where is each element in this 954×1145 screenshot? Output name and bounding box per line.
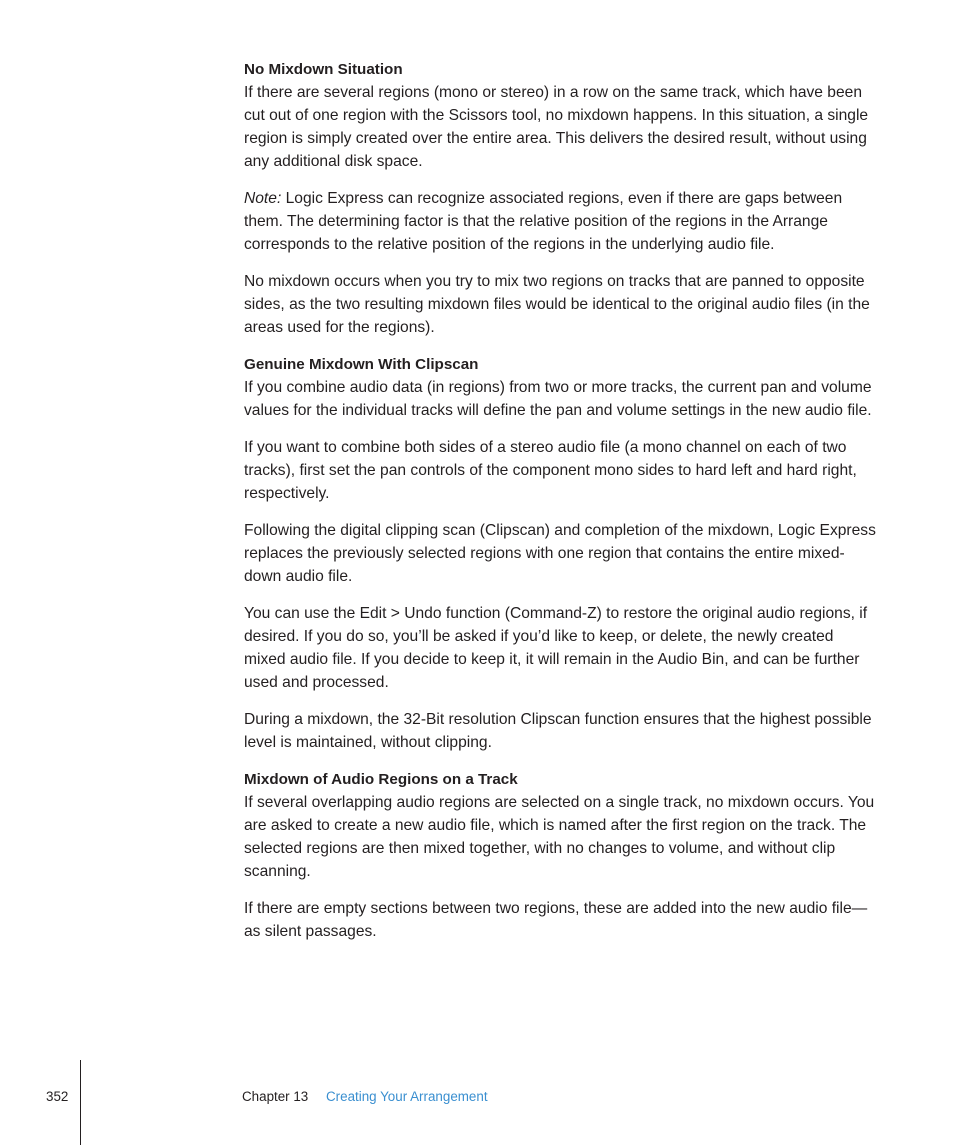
note-label: Note: bbox=[244, 190, 282, 207]
paragraph: If you want to combine both sides of a stereo audio file (a mono channel on each of two tracks), first set the pan controls of the component mono sides to hard left and hard right, respectively. bbox=[244, 439, 857, 502]
paragraph: If there are several regions (mono or stereo) in a row on the same track, which have been cut out of one region with the Scissors tool, no mixdown happens. In this situation, a single region is simply created over the entire area. This delivers the desired result, without using any additional disk space. bbox=[244, 84, 869, 170]
chapter-label: Chapter 13 bbox=[242, 1089, 309, 1104]
page-number: 352 bbox=[46, 1089, 69, 1104]
chapter-title-link[interactable]: Creating Your Arrangement bbox=[326, 1089, 488, 1104]
paragraph: If there are empty sections between two regions, these are added into the new audio file—as silent passages. bbox=[244, 900, 868, 940]
paragraph: If several overlapping audio regions are selected on a single track, no mixdown occurs. You are asked to create a new audio file, which is named after the first region on the track. The selected regions are then mixed together, with no changes to volume, and without clip scanning. bbox=[244, 794, 875, 880]
section-heading-no-mixdown: No Mixdown Situation bbox=[244, 61, 403, 78]
note-paragraph bbox=[244, 187, 876, 256]
paragraph: During a mixdown, the 32-Bit resolution Clipscan function ensures that the highest possible level is maintained, without clipping. bbox=[244, 711, 872, 751]
section-heading-mixdown-on-track: Mixdown of Audio Regions on a Track bbox=[244, 771, 518, 788]
footer-divider bbox=[80, 1060, 81, 1145]
paragraph: Following the digital clipping scan (Clipscan) and completion of the mixdown, Logic Express replaces the previously selected regions with one region that contains the entire mixed-down audio file. bbox=[244, 522, 876, 585]
paragraph: No mixdown occurs when you try to mix two regions on tracks that are panned to opposite sides, as the two resulting mixdown files would be identical to the original audio files (in the areas used for the regions). bbox=[244, 273, 870, 336]
paragraph: If you combine audio data (in regions) from two or more tracks, the current pan and volume values for the individual tracks will define the pan and volume settings in the new audio file. bbox=[244, 379, 872, 419]
page-body bbox=[244, 58, 876, 957]
note-text: Logic Express can recognize associated regions, even if there are gaps between them. The determining factor is that the relative position of the regions in the Arrange corresponds to the relative position of the regions in the underlying audio file. bbox=[244, 190, 843, 253]
page-footer bbox=[0, 1086, 954, 1116]
paragraph: You can use the Edit > Undo function (Command-Z) to restore the original audio regions, if desired. If you do so, you’ll be asked if you’d like to keep, or delete, the newly created mixed audio file. If you decide to keep it, it will remain in the Audio Bin, and can be further used and processed. bbox=[244, 605, 868, 691]
section-heading-genuine-mixdown: Genuine Mixdown With Clipscan bbox=[244, 356, 479, 373]
